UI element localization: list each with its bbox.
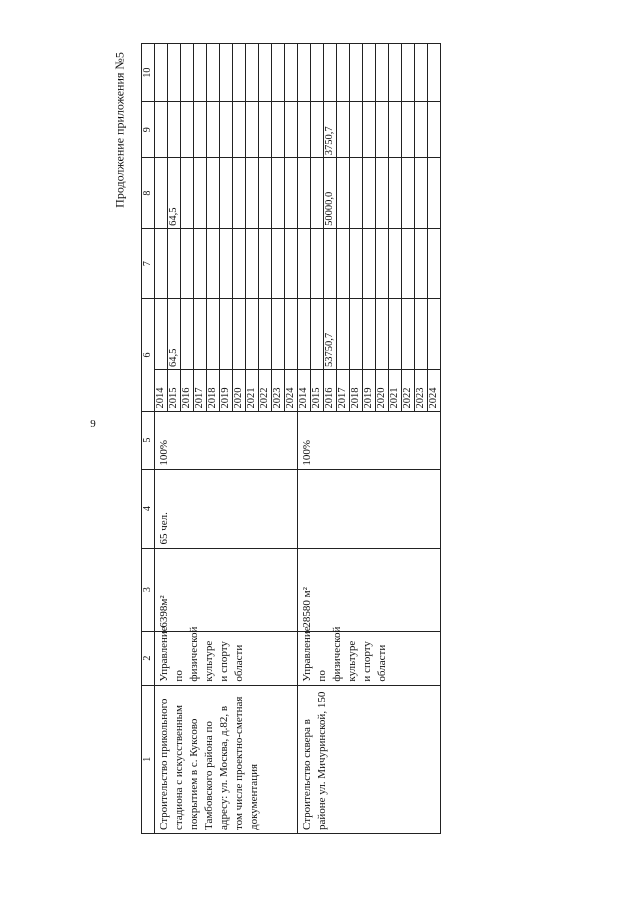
capacity-value: 6398м² bbox=[155, 548, 298, 631]
amount-cell-c8 bbox=[402, 158, 415, 229]
amount-cell-c6 bbox=[285, 299, 298, 370]
amount-cell-c6 bbox=[155, 299, 168, 370]
amount-cell-c8 bbox=[233, 158, 246, 229]
amount-cell-c6 bbox=[194, 299, 207, 370]
page-number: 9 bbox=[90, 418, 96, 430]
amount-cell-c7 bbox=[311, 228, 324, 299]
amount-cell-c9 bbox=[298, 102, 311, 158]
amount-cell-c8 bbox=[363, 158, 376, 229]
amount-cell-c10 bbox=[194, 44, 207, 102]
amount-cell-c6 bbox=[389, 299, 402, 370]
amount-cell-c10 bbox=[168, 44, 181, 102]
column-header: 2 bbox=[142, 631, 155, 685]
year-cell: 2022 bbox=[259, 370, 272, 412]
amount-cell-c7 bbox=[389, 228, 402, 299]
amount-cell-c10 bbox=[389, 44, 402, 102]
amount-cell-c6 bbox=[181, 299, 194, 370]
rotated-table-wrapper bbox=[141, 43, 581, 834]
amount-cell-c9 bbox=[285, 102, 298, 158]
amount-cell-c7 bbox=[363, 228, 376, 299]
amount-cell-c6: 53750,7 bbox=[324, 299, 337, 370]
appendix-caption-text: Продолжение приложения №5 bbox=[112, 52, 127, 208]
amount-cell-c7 bbox=[428, 228, 441, 299]
year-cell: 2023 bbox=[415, 370, 428, 412]
header-row bbox=[142, 44, 155, 834]
amount-cell-c9 bbox=[194, 102, 207, 158]
readiness-value: 100% bbox=[298, 411, 441, 469]
amount-cell-c7 bbox=[181, 228, 194, 299]
visitors-value bbox=[298, 469, 441, 548]
amount-cell-c7 bbox=[285, 228, 298, 299]
amount-cell-c7 bbox=[207, 228, 220, 299]
amount-cell-c9 bbox=[415, 102, 428, 158]
amount-cell-c9 bbox=[337, 102, 350, 158]
year-cell: 2024 bbox=[428, 370, 441, 412]
amount-cell-c8 bbox=[155, 158, 168, 229]
amount-cell-c9 bbox=[181, 102, 194, 158]
amount-cell-c7 bbox=[324, 228, 337, 299]
amount-cell-c8 bbox=[428, 158, 441, 229]
filler-cell bbox=[441, 44, 582, 834]
project-name: Строительство прикольного стадиона с искусственным покрытием в с. Куксово Тамбовского района по адресу: ул. Москва, д.82, в том числе проектно-сметная документация bbox=[155, 685, 298, 833]
amount-cell-c9 bbox=[272, 102, 285, 158]
amount-cell-c9 bbox=[350, 102, 363, 158]
column-header: 6 bbox=[142, 299, 155, 411]
amount-cell-c6 bbox=[259, 299, 272, 370]
amount-cell-c8: 50000,0 bbox=[324, 158, 337, 229]
amount-cell-c8 bbox=[311, 158, 324, 229]
amount-cell-c7 bbox=[272, 228, 285, 299]
amount-cell-c9: 3750,7 bbox=[324, 102, 337, 158]
executor-name: Управление по физической культуре и спорту области bbox=[298, 631, 441, 685]
year-cell: 2019 bbox=[363, 370, 376, 412]
year-cell: 2024 bbox=[285, 370, 298, 412]
amount-cell-c8 bbox=[389, 158, 402, 229]
amount-cell-c8 bbox=[194, 158, 207, 229]
project-name: Строительство сквера в районе ул. Мичуринской, 150 bbox=[298, 685, 441, 833]
amount-cell-c6 bbox=[402, 299, 415, 370]
amount-cell-c9 bbox=[207, 102, 220, 158]
amount-cell-c8 bbox=[259, 158, 272, 229]
year-cell: 2014 bbox=[298, 370, 311, 412]
amount-cell-c7 bbox=[337, 228, 350, 299]
amount-cell-c8 bbox=[285, 158, 298, 229]
amount-cell-c8 bbox=[246, 158, 259, 229]
amount-cell-c9 bbox=[376, 102, 389, 158]
amount-cell-c8 bbox=[350, 158, 363, 229]
amount-cell-c7 bbox=[402, 228, 415, 299]
year-cell: 2016 bbox=[324, 370, 337, 412]
filler-row bbox=[441, 44, 582, 834]
amount-cell-c10 bbox=[324, 44, 337, 102]
amount-cell-c10 bbox=[181, 44, 194, 102]
amount-cell-c10 bbox=[155, 44, 168, 102]
amount-cell-c8 bbox=[415, 158, 428, 229]
amount-cell-c6 bbox=[415, 299, 428, 370]
amount-cell-c10 bbox=[337, 44, 350, 102]
amount-cell-c6 bbox=[350, 299, 363, 370]
column-header: 1 bbox=[142, 685, 155, 833]
amount-cell-c10 bbox=[415, 44, 428, 102]
amount-cell-c8 bbox=[337, 158, 350, 229]
year-cell: 2015 bbox=[311, 370, 324, 412]
amount-cell-c6 bbox=[220, 299, 233, 370]
amount-cell-c6 bbox=[298, 299, 311, 370]
amount-cell-c8 bbox=[298, 158, 311, 229]
column-header: 4 bbox=[142, 469, 155, 548]
amount-cell-c10 bbox=[272, 44, 285, 102]
year-cell: 2015 bbox=[168, 370, 181, 412]
amount-cell-c10 bbox=[285, 44, 298, 102]
year-cell: 2014 bbox=[155, 370, 168, 412]
amount-cell-c9 bbox=[168, 102, 181, 158]
amount-cell-c10 bbox=[246, 44, 259, 102]
amount-cell-c10 bbox=[428, 44, 441, 102]
year-cell: 2017 bbox=[194, 370, 207, 412]
visitors-value: 65 чел. bbox=[155, 469, 298, 548]
executor-name: Управление по физической культуре и спорту области bbox=[155, 631, 298, 685]
year-cell: 2021 bbox=[246, 370, 259, 412]
amount-cell-c10 bbox=[311, 44, 324, 102]
table-row bbox=[155, 44, 168, 834]
amount-cell-c9 bbox=[233, 102, 246, 158]
column-header: 8 bbox=[142, 158, 155, 229]
amount-cell-c6 bbox=[246, 299, 259, 370]
column-header: 10 bbox=[142, 44, 155, 102]
amount-cell-c6 bbox=[233, 299, 246, 370]
amount-cell-c10 bbox=[402, 44, 415, 102]
amount-cell-c8 bbox=[207, 158, 220, 229]
table-row bbox=[298, 44, 311, 834]
readiness-value: 100% bbox=[155, 411, 298, 469]
amount-cell-c7 bbox=[415, 228, 428, 299]
amount-cell-c10 bbox=[350, 44, 363, 102]
year-cell: 2023 bbox=[272, 370, 285, 412]
amount-cell-c6 bbox=[337, 299, 350, 370]
amount-cell-c10 bbox=[259, 44, 272, 102]
amount-cell-c10 bbox=[220, 44, 233, 102]
year-cell: 2016 bbox=[181, 370, 194, 412]
amount-cell-c10 bbox=[298, 44, 311, 102]
amount-cell-c7 bbox=[246, 228, 259, 299]
amount-cell-c6 bbox=[311, 299, 324, 370]
amount-cell-c9 bbox=[363, 102, 376, 158]
amount-cell-c10 bbox=[376, 44, 389, 102]
amount-cell-c9 bbox=[155, 102, 168, 158]
table-stage bbox=[141, 43, 581, 834]
amount-cell-c7 bbox=[350, 228, 363, 299]
amount-cell-c8: 64,5 bbox=[168, 158, 181, 229]
amount-cell-c9 bbox=[220, 102, 233, 158]
amount-cell-c10 bbox=[207, 44, 220, 102]
amount-cell-c7 bbox=[155, 228, 168, 299]
amount-cell-c6 bbox=[363, 299, 376, 370]
amount-cell-c9 bbox=[389, 102, 402, 158]
amount-cell-c7 bbox=[194, 228, 207, 299]
amount-cell-c7 bbox=[376, 228, 389, 299]
amount-cell-c6: 64,5 bbox=[168, 299, 181, 370]
amount-cell-c8 bbox=[181, 158, 194, 229]
amount-cell-c10 bbox=[233, 44, 246, 102]
amount-cell-c9 bbox=[402, 102, 415, 158]
capacity-value: 28580 м² bbox=[298, 548, 441, 631]
amount-cell-c8 bbox=[272, 158, 285, 229]
amount-cell-c9 bbox=[311, 102, 324, 158]
year-cell: 2019 bbox=[220, 370, 233, 412]
amount-cell-c6 bbox=[376, 299, 389, 370]
column-header: 5 bbox=[142, 411, 155, 469]
amount-cell-c7 bbox=[298, 228, 311, 299]
amount-cell-c9 bbox=[246, 102, 259, 158]
year-cell: 2020 bbox=[376, 370, 389, 412]
program-table bbox=[141, 43, 581, 834]
year-cell: 2018 bbox=[350, 370, 363, 412]
amount-cell-c6 bbox=[207, 299, 220, 370]
amount-cell-c9 bbox=[259, 102, 272, 158]
year-cell: 2021 bbox=[389, 370, 402, 412]
amount-cell-c7 bbox=[220, 228, 233, 299]
amount-cell-c7 bbox=[233, 228, 246, 299]
amount-cell-c7 bbox=[259, 228, 272, 299]
amount-cell-c6 bbox=[428, 299, 441, 370]
appendix-caption bbox=[112, 20, 128, 240]
column-header: 9 bbox=[142, 102, 155, 158]
column-header: 3 bbox=[142, 548, 155, 631]
amount-cell-c7 bbox=[168, 228, 181, 299]
amount-cell-c10 bbox=[363, 44, 376, 102]
year-cell: 2017 bbox=[337, 370, 350, 412]
year-cell: 2018 bbox=[207, 370, 220, 412]
year-cell: 2020 bbox=[233, 370, 246, 412]
year-cell: 2022 bbox=[402, 370, 415, 412]
amount-cell-c9 bbox=[428, 102, 441, 158]
amount-cell-c8 bbox=[376, 158, 389, 229]
amount-cell-c8 bbox=[220, 158, 233, 229]
column-header: 7 bbox=[142, 228, 155, 299]
amount-cell-c6 bbox=[272, 299, 285, 370]
